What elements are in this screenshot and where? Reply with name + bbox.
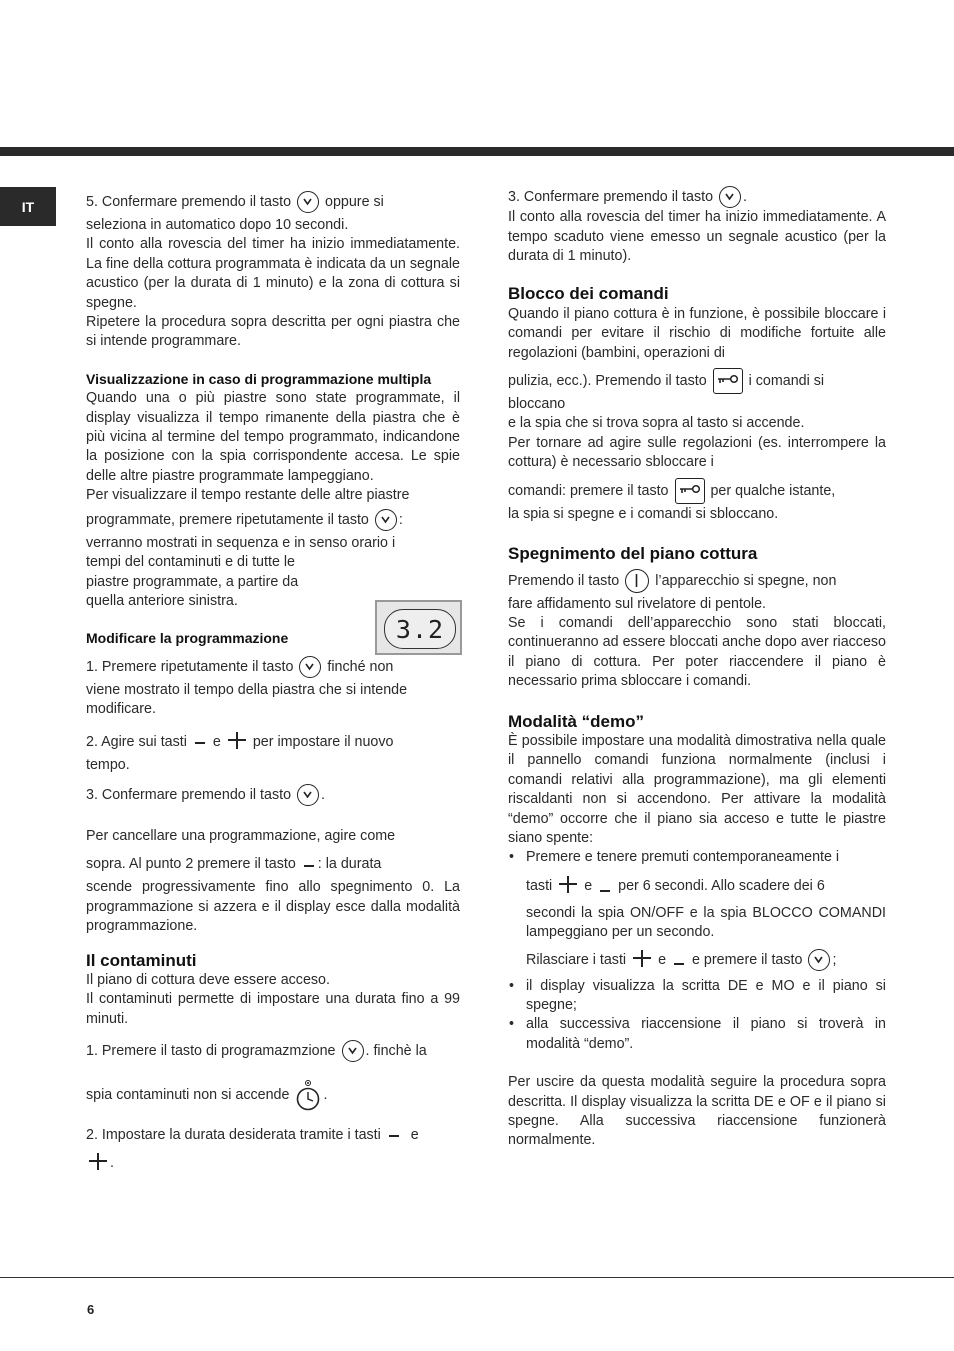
- plus-icon: [558, 876, 578, 896]
- heading-spegnimento: Spegnimento del piano cottura: [508, 544, 758, 564]
- plus-icon: [632, 950, 652, 970]
- minus-icon: [387, 1128, 401, 1142]
- header-bar: [0, 147, 954, 156]
- subheading-multi: Visualizzazione in caso di programmazione multipla: [86, 370, 432, 387]
- power-icon: [625, 569, 649, 593]
- text: Il piano di cottura deve essere acceso.: [86, 971, 330, 988]
- text: sopra. Al punto 2 premere il tasto: [86, 856, 296, 873]
- text: finché non: [327, 658, 394, 675]
- confirm-check-icon: [808, 949, 830, 971]
- confirm-check-icon: [719, 186, 741, 208]
- heading-contaminuti: Il contaminuti: [86, 950, 197, 970]
- text: Rilasciare i tasti: [526, 951, 627, 968]
- plus-icon: [227, 732, 247, 752]
- text: comandi: premere il tasto: [508, 482, 669, 499]
- text: oppure si: [325, 194, 384, 210]
- text: tasti: [526, 877, 553, 894]
- text: 1. Premere ripetutamente il tasto: [86, 658, 294, 675]
- text: 5. Confermare premendo il tasto: [86, 194, 292, 210]
- text: per qualche istante,: [710, 482, 836, 499]
- text: scende progressivamente fino allo spegnimento 0. La programmazione si azzera e il display esce dalla modalità programmazione.: [86, 879, 460, 935]
- text: 1. Premere il tasto di programazmzione: [86, 1043, 336, 1060]
- confirm-check-icon: [375, 509, 397, 531]
- list-item: • il display visualizza la scritta DE e MO e il piano si spegne;: [508, 977, 886, 1016]
- subheading-modify: Modificare la programmazione: [86, 630, 289, 647]
- text: verranno mostrati in sequenza e in senso orario i: [86, 534, 396, 551]
- text: tempi del contaminuti e di tutte le piastre programmate, a partire da quella anteriore sinistra.: [86, 554, 299, 609]
- display-illustration: [375, 600, 462, 655]
- text: i comandi si: [748, 373, 825, 390]
- right-column: 3. Confermare premendo il tasto . Il conto alla rovescia del timer ha inizio immediatamente. A tempo scaduto viene emesso un segnale acustico (per la durata di 1 minuto). Blocco dei comandi Quando il piano cottura è in funzione, è possibile bloccare i comandi per evitare il rischio di modifiche fortuite alle regolazioni (bambini, operazioni di pulizia, ecc.). Premendo il tasto i comandi si bloccano e la spia che si trova sopra al tasto si accende. Per tornare ad agire sulle regolazioni (es. interrompere la cottura) è necessario sbloccare i comandi: premere il tasto per qualche istante, la spia si spegne e i comandi si sbloccano. Spegnimento del piano cottura Premendo il tasto l’apparecchio si spegne, non fare affidamento sul rivelatore di pentole. Se i comandi dell’apparecchio sono stati bloccati, continueranno ad essere bloccati anche dopo aver riacceso il piano di cottura. Per poter riaccendere il piano è necessario prima sbloccare i comandi. Modalità “demo” È possibile impostare una modalità dimostrativa nella quale il pannello comandi funziona normalmente (inclusi i comandi relativi alla programmazione), ma gli elementi riscaldanti non si accendono. Per attivare la modalità “demo” occorre che il piano sia acceso e tutte le piastre siano spente: • Premere e tenere premuti contemporaneamente i tasti e per 6 secondi. Allo scadere dei 6 secondi la spia ON/OFF e la spia BLOCCO COMANDI lampeggiano per un secondo. Rilasciare i tasti e e premere il tasto ; • il display visualizza la scritta DE e MO e il piano si spegne; • alla successiva riaccensione il piano si troverà in modalità “demo”. Per uscire da questa modalità seguire la procedura sopra descritta. Il display visualizza la scritta DE e OF e il piano si spegne. Alla successiva riaccensione funzionerà normalmente.: [508, 186, 886, 1151]
- text: Per uscire da questa modalità seguire la procedura sopra descritta. Il display visualizza la scritta DE e OF e il piano si spegne. Alla successiva riaccensione funzionerà normalmente.: [508, 1074, 886, 1149]
- text: seleziona in automatico dopo 10 secondi.: [86, 217, 349, 233]
- confirm-check-icon: [297, 191, 319, 213]
- text: 3. Confermare premendo il tasto: [508, 189, 714, 205]
- text: e: [212, 733, 221, 750]
- text: Quando una o più piastre sono state programmate, il display visualizza il tempo rimanente della piastra che è più vicina al termine del tempo programmato, indicandone la posizione con la spia corrispondente accesa. Le spie delle altre piastre programmate lampeggiano.: [86, 390, 460, 484]
- plus-icon: [88, 1153, 108, 1173]
- text: Ripetere la procedura sopra descritta per ogni piastra che si intende programmare.: [86, 314, 460, 350]
- key-lock-icon: [675, 478, 705, 504]
- confirm-check-icon: [342, 1040, 364, 1062]
- text: tempo.: [86, 756, 130, 773]
- text: viene mostrato il tempo della piastra che si intende modificare.: [86, 681, 408, 718]
- text: Il contaminuti permette di impostare una durata fino a 99 minuti.: [86, 991, 460, 1027]
- text: Il conto alla rovescia del timer ha inizio immediatamente. La fine della cottura programmata è indicata da un segnale acustico (per la durata di 1 minuto) e la zona di cottura si spegne.: [86, 236, 460, 311]
- text: Premere e tenere premuti contemporaneamente i: [526, 849, 840, 866]
- text: Per cancellare una programmazione, agire come: [86, 827, 396, 844]
- text: spia contaminuti non si accende: [86, 1086, 290, 1103]
- text: per 6 secondi. Allo scadere dei 6: [618, 877, 825, 894]
- text: Per visualizzare il tempo restante delle altre piastre: [86, 487, 410, 504]
- list-item: • alla successiva riaccensione il piano si troverà in modalità “demo”.: [508, 1015, 886, 1054]
- minus-icon: [302, 858, 316, 872]
- language-tab: [0, 187, 56, 226]
- confirm-check-icon: [299, 656, 321, 678]
- minus-icon: [672, 953, 686, 967]
- text: secondi la spia ON/OFF e la spia BLOCCO COMANDI lampeggiano per un secondo.: [526, 904, 886, 941]
- left-column: 5. Confermare premendo il tasto oppure si seleziona in automatico dopo 10 secondi. Il conto alla rovescia del timer ha inizio immediatamente. La fine della cottura programmata è indicata da un segnale acustico (per la durata di 1 minuto) e la zona di cottura si spegne. Ripetere la procedura sopra descritta per ogni piastra che si intende programmare. Visualizzazione in caso di programmazione multipla Quando una o più piastre sono state programmate, il display visualizza il tempo rimanente della piastra che è più vicina al termine del tempo programmato, indicandone la posizione con la spia corrispondente accesa. Le spie delle altre piastre programmate lampeggiano. Per visualizzare il tempo restante delle altre piastre programmate, premere ripetutamente il tasto : verranno mostrati in sequenza e in senso orario i tempi del contaminuti e di tutte le piastre programmate, a partire da quella anteriore sinistra. Modificare la programmazione 1. Premere ripetutamente il tasto finché non viene mostrato il tempo della piastra che si intende modificare. 2. Agire sui tasti e per impostare il nuovo tempo. 3. Confermare premendo il tasto . Per cancellare una programmazione, agire come sopra. Al punto 2 premere il tasto : la durata scende progressivamente fino allo spegnimento 0. La programmazione si azzera e il display esce dalla modalità programmazione. Il contaminuti Il piano di cottura deve essere acceso. Il contaminuti permette di impostare una durata fino a 99 minuti. 1. Premere il tasto di programazmzione . finchè la spia contaminuti non si accende . 2. Impostare la durata desiderata tramite i tasti e .: [86, 188, 460, 1177]
- timer-clock-icon: [295, 1079, 321, 1111]
- text: e la spia che si trova sopra al tasto si accende.: [508, 415, 805, 432]
- demo-steps-list: [508, 848, 886, 1054]
- minus-icon: [193, 735, 207, 749]
- text: È possibile impostare una modalità dimostrativa nella quale il pannello comandi funziona normalmente (inclusi i comandi relativi alla programmazione), ma gli elementi riscaldanti non si accendono. Per attivare la modalità “demo” occorre che il piano sia acceso e tutte le piastre siano spente:: [508, 732, 886, 846]
- text: Per tornare ad agire sulle regolazioni (es. interrompere la cottura) è necessario sbloccare i: [508, 434, 886, 471]
- text: Quando il piano cottura è in funzione, è possibile bloccare i comandi per evitare il rischio di modifiche fortuite alle regolazioni (bambini, operazioni di: [508, 305, 886, 361]
- text: 2. Agire sui tasti: [86, 733, 187, 750]
- text: la spia si spegne e i comandi si sbloccano.: [508, 505, 779, 522]
- list-item: • Premere e tenere premuti contemporaneamente i tasti e per 6 secondi. Allo scadere dei 6 secondi la spia ON/OFF e la spia BLOCCO COMANDI lampeggiano per un secondo. Rilasciare i tasti e e premere il tasto ;: [508, 848, 886, 976]
- text: Il conto alla rovescia del timer ha inizio immediatamente. A tempo scaduto viene emesso un segnale acustico (per la durata di 1 minuto).: [508, 209, 886, 265]
- text: :: [398, 511, 403, 528]
- text: 3. Confermare premendo il tasto: [86, 786, 292, 803]
- text: bloccano: [508, 396, 566, 413]
- heading-blocco: Blocco dei comandi: [508, 284, 669, 304]
- text: e: [658, 951, 667, 968]
- key-lock-icon: [713, 368, 743, 394]
- text: . finchè la: [365, 1043, 427, 1060]
- text: l’apparecchio si spegne, non: [655, 572, 837, 589]
- text: per impostare il nuovo: [252, 733, 394, 750]
- language-label: IT: [21, 198, 35, 215]
- text: Premendo il tasto: [508, 572, 620, 589]
- text: pulizia, ecc.). Premendo il tasto: [508, 373, 707, 390]
- text: e: [410, 1127, 419, 1144]
- text: e premere il tasto: [692, 951, 803, 968]
- page-number: 6: [87, 1302, 95, 1317]
- display-readout: [384, 609, 456, 649]
- display-value: 3.2: [395, 614, 445, 644]
- minus-icon: [598, 879, 612, 893]
- text: Se i comandi dell’apparecchio sono stati bloccati, continueranno ad essere bloccati anche dopo aver riacceso il piano di cottura. Per poter riaccendere il piano è necessario prima sbloccare i comandi.: [508, 614, 886, 690]
- text: programmate, premere ripetutamente il tasto: [86, 511, 369, 528]
- footer-rule: [0, 1277, 954, 1278]
- text: e: [584, 877, 593, 894]
- text: fare affidamento sul rivelatore di pentole.: [508, 595, 767, 612]
- confirm-check-icon: [297, 784, 319, 806]
- text: 2. Impostare la durata desiderata tramite i tasti: [86, 1127, 381, 1144]
- text: : la durata: [317, 856, 382, 873]
- heading-demo: Modalità “demo”: [508, 711, 645, 731]
